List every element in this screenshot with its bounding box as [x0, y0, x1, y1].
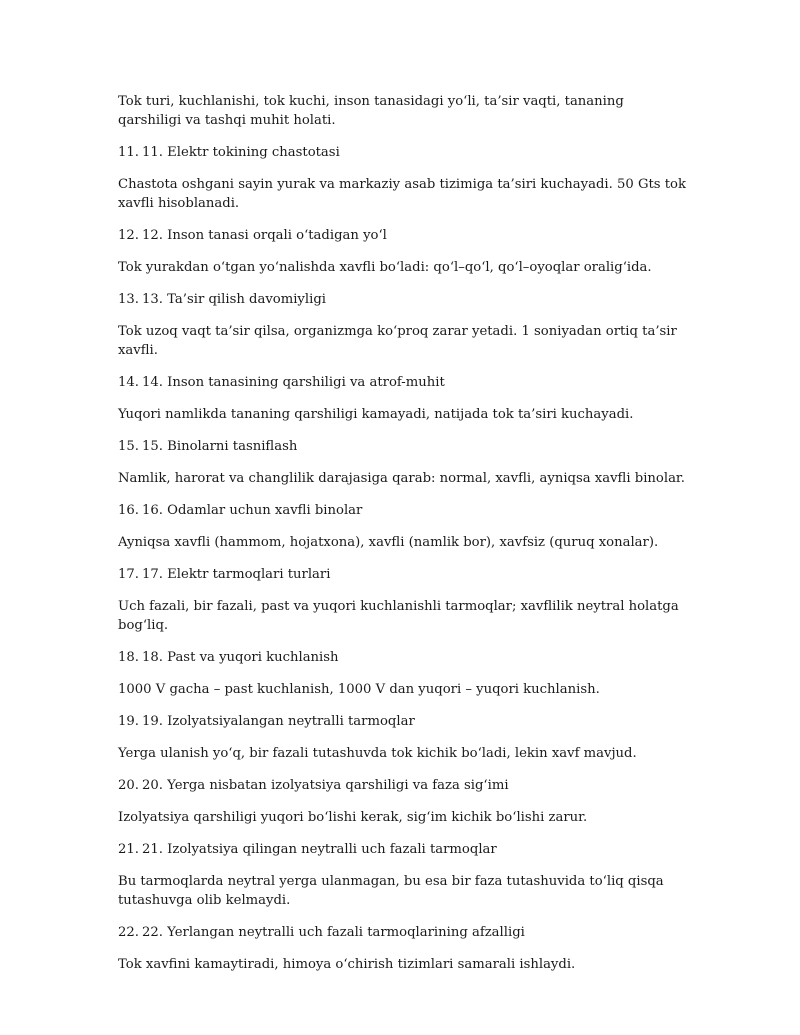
- section-heading: [118, 143, 688, 162]
- answer-paragraph: Uch fazali, bir fazali, past va yuqori kuchlanishli tarmoqlar; xavflilik neytral holatga bog‘liq.: [118, 599, 679, 633]
- answer-paragraph: Ayniqsa xavfli (hammom, hojatxona), xavfli (namlik bor), xavfsiz (quruq xonalar).: [118, 535, 659, 550]
- section-title: 13. Ta’sir qilish davomiyligi: [142, 292, 326, 307]
- section-heading: [118, 712, 688, 731]
- section-title: 11. Elektr tokining chastotasi: [142, 145, 340, 160]
- answer-paragraph: Bu tarmoqlarda neytral yerga ulanmagan, bu esa bir faza tutashuvida to‘liq qisqa tutashuvga olib kelmaydi.: [118, 874, 664, 908]
- section-title: 12. Inson tanasi orqali o‘tadigan yo‘l: [142, 228, 387, 243]
- list-number: 13.: [118, 292, 139, 307]
- answer-paragraph: 1000 V gacha – past kuchlanish, 1000 V dan yuqori – yuqori kuchlanish.: [118, 682, 600, 697]
- section-title: 17. Elektr tarmoqlari turlari: [142, 567, 331, 582]
- section-heading: [118, 776, 688, 795]
- section-heading: [118, 648, 688, 667]
- section-heading: [118, 226, 688, 245]
- section-heading: [118, 437, 688, 456]
- document-page: [118, 92, 688, 987]
- section-title: 20. Yerga nisbatan izolyatsiya qarshiligi va faza sig‘imi: [142, 778, 509, 793]
- answer-paragraph: Tok uzoq vaqt ta’sir qilsa, organizmga ko‘proq zarar yetadi. 1 soniyadan ortiq ta’sir xavfli.: [118, 324, 677, 358]
- section-title: 21. Izolyatsiya qilingan neytralli uch fazali tarmoqlar: [142, 842, 497, 857]
- answer-paragraph: Yerga ulanish yo‘q, bir fazali tutashuvda tok kichik bo‘ladi, lekin xavf mavjud.: [118, 746, 637, 761]
- section-title: 16. Odamlar uchun xavfli binolar: [142, 503, 363, 518]
- question-list: [118, 143, 688, 974]
- section-title: 14. Inson tanasining qarshiligi va atrof-muhit: [142, 375, 445, 390]
- list-number: 16.: [118, 503, 139, 518]
- list-number: 19.: [118, 714, 139, 729]
- section-title: 18. Past va yuqori kuchlanish: [142, 650, 339, 665]
- answer-paragraph: Izolyatsiya qarshiligi yuqori bo‘lishi kerak, sig‘im kichik bo‘lishi zarur.: [118, 810, 588, 825]
- list-number: 12.: [118, 228, 139, 243]
- list-number: 18.: [118, 650, 139, 665]
- list-number: 17.: [118, 567, 139, 582]
- answer-paragraph: Tok xavfini kamaytiradi, himoya o‘chirish tizimlari samarali ishlaydi.: [118, 957, 576, 972]
- section-heading: [118, 290, 688, 309]
- answer-paragraph: Yuqori namlikda tananing qarshiligi kamayadi, natijada tok ta’siri kuchayadi.: [118, 407, 634, 422]
- list-number: 20.: [118, 778, 139, 793]
- section-heading: [118, 373, 688, 392]
- section-heading: [118, 840, 688, 859]
- section-heading: [118, 501, 688, 520]
- list-number: 11.: [118, 145, 139, 160]
- section-title: 15. Binolarni tasniflash: [142, 439, 298, 454]
- list-number: 21.: [118, 842, 139, 857]
- answer-paragraph: Tok yurakdan o‘tgan yo‘nalishda xavfli bo‘ladi: qo‘l–qo‘l, qo‘l–oyoqlar oralig‘ida.: [118, 260, 652, 275]
- list-number: 14.: [118, 375, 139, 390]
- section-title: 19. Izolyatsiyalangan neytralli tarmoqlar: [142, 714, 415, 729]
- answer-paragraph: Namlik, harorat va changlilik darajasiga qarab: normal, xavfli, ayniqsa xavfli binolar.: [118, 471, 685, 486]
- intro-paragraph: Tok turi, kuchlanishi, tok kuchi, inson tanasidagi yo‘li, ta’sir vaqti, tananing qarshiligi va tashqi muhit holati.: [118, 94, 624, 128]
- section-title: 22. Yerlangan neytralli uch fazali tarmoqlarining afzalligi: [142, 925, 525, 940]
- answer-paragraph: Chastota oshgani sayin yurak va markaziy asab tizimiga ta’siri kuchayadi. 50 Gts tok xavfli hisoblanadi.: [118, 177, 686, 211]
- list-number: 22.: [118, 925, 139, 940]
- list-number: 15.: [118, 439, 139, 454]
- section-heading: [118, 923, 688, 942]
- section-heading: [118, 565, 688, 584]
